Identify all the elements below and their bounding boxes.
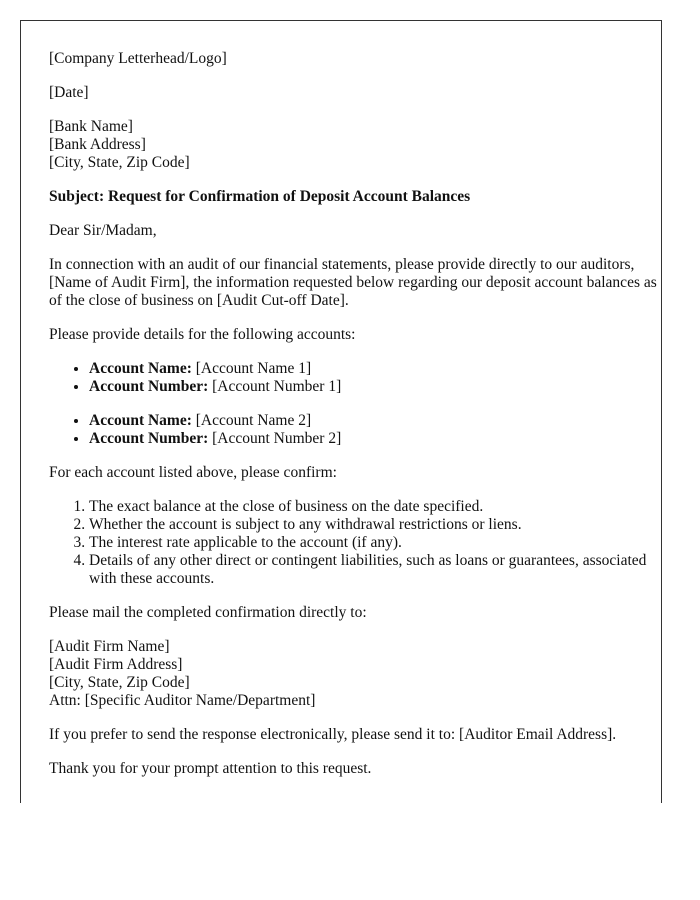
electronic-paragraph: If you prefer to send the response electronically, please send it to: [Auditor Email Address]. — [49, 726, 617, 743]
recipient-address — [49, 118, 661, 172]
label: Account Number: — [89, 430, 209, 447]
attention-line: Attn: [Specific Auditor Name/Department] — [49, 692, 316, 709]
list-item: 2. Whether the account is subject to any withdrawal restrictions or liens. — [89, 516, 661, 534]
letterhead: [Company Letterhead/Logo] — [49, 50, 227, 67]
audit-firm-name: [Audit Firm Name] — [49, 638, 170, 655]
accounts-intro: Please provide details for the following accounts: — [49, 326, 356, 343]
value: [Account Name 2] — [191, 412, 312, 429]
list-item — [89, 378, 661, 396]
date: [Date] — [49, 84, 89, 101]
list-item — [89, 430, 661, 448]
bank-name: [Bank Name] — [49, 118, 133, 135]
account-list-2 — [49, 412, 661, 448]
label: Account Name: — [89, 412, 192, 429]
label: Account Number: — [89, 378, 209, 395]
intro-paragraph: In connection with an audit of our financial statements, please provide directly to our auditors, [Name of Audit Firm], the information requested below regarding our deposit account balances as of the close of business on [Audit Cut-off Date]. — [49, 256, 657, 309]
subject-text: Subject: Request for Confirmation of Deposit Account Balances — [49, 188, 471, 205]
list-item — [89, 360, 661, 378]
auditor-address — [49, 638, 661, 710]
audit-firm-address: [Audit Firm Address] — [49, 656, 183, 673]
label: Account Name: — [89, 360, 192, 377]
value: [Account Number 2] — [208, 430, 342, 447]
salutation: Dear Sir/Madam, — [49, 222, 157, 239]
value: [Account Name 1] — [191, 360, 312, 377]
list-item — [89, 412, 661, 430]
list-item: 3. The interest rate applicable to the account (if any). — [89, 534, 661, 552]
bank-address: [Bank Address] — [49, 136, 146, 153]
closing: Thank you for your prompt attention to this request. — [49, 760, 372, 777]
confirm-intro: For each account listed above, please confirm: — [49, 464, 337, 481]
audit-firm-city: [City, State, Zip Code] — [49, 674, 190, 691]
value: [Account Number 1] — [208, 378, 342, 395]
confirm-list — [49, 498, 661, 588]
list-item: 1. The exact balance at the close of business on the date specified. — [89, 498, 661, 516]
bank-city: [City, State, Zip Code] — [49, 154, 190, 171]
subject-line — [49, 188, 661, 206]
account-list-1 — [49, 360, 661, 396]
letter-document — [20, 20, 662, 803]
mail-intro: Please mail the completed confirmation directly to: — [49, 604, 367, 621]
list-item: 4. Details of any other direct or contingent liabilities, such as loans or guarantees, associated with these accounts. — [89, 552, 661, 588]
